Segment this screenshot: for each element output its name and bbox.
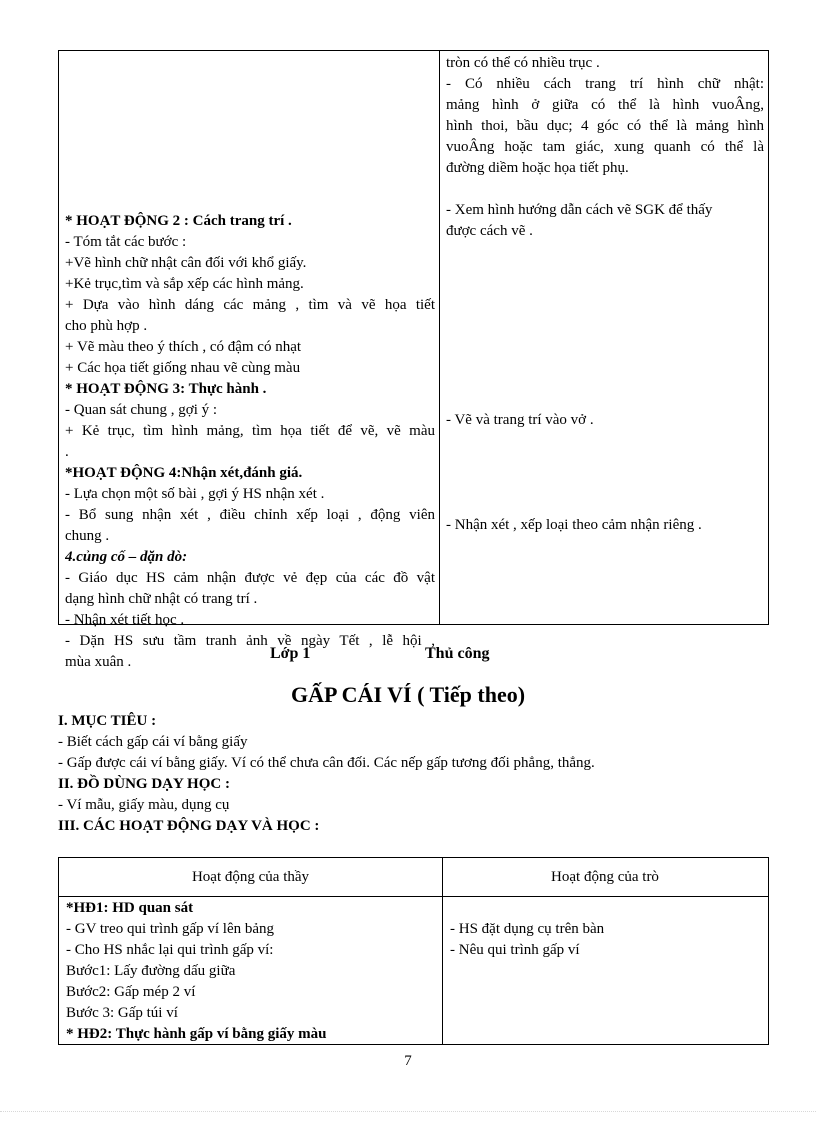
text-line: hình thoi, bầu dục; 4 góc có thể là mảng hình	[446, 118, 764, 134]
text-line: *HĐ1: HD quan sát	[66, 900, 194, 916]
text-line: - Tóm tắt các bước :	[65, 234, 187, 250]
text-line	[446, 368, 764, 389]
text-line: + Vẽ màu theo ý thích , có đậm có nhạt	[65, 339, 302, 355]
text-line	[446, 326, 764, 347]
text-line: mùa xuân .	[65, 654, 132, 670]
column-divider	[439, 51, 440, 624]
text-line: được cách vẽ .	[446, 223, 533, 239]
text-line	[446, 431, 764, 452]
text-line	[446, 347, 764, 368]
text-line: mảng hình ở giữa có thể là hình vuoÂng,	[446, 97, 764, 113]
student-column-header: Hoạt động của trò	[551, 869, 659, 885]
text-line: - Gấp được cái ví bằng giấy. Ví có thể chưa cân đối. Các nếp gấp tương đối phẳng, thẳng.	[58, 755, 595, 771]
text-line: - Giáo dục HS cảm nhận được vẻ đẹp của các đồ vật	[65, 570, 435, 586]
text-line	[446, 242, 764, 263]
text-line: đường diềm hoặc họa tiết phụ.	[446, 160, 629, 176]
text-line: I. MỤC TIÊU :	[58, 713, 157, 729]
text-line: - Dặn HS sưu tầm tranh ảnh về ngày Tết , lễ hội ,	[65, 633, 435, 649]
student-activities-column	[450, 919, 762, 961]
text-line: cho phù hợp .	[65, 318, 148, 334]
page-bottom-rule	[0, 1111, 816, 1112]
text-line: III. CÁC HOẠT ĐỘNG DẠY VÀ HỌC :	[58, 818, 320, 834]
text-line: *HOẠT ĐỘNG 4:Nhận xét,đánh giá.	[65, 465, 303, 481]
text-line: Bước2: Gấp mép 2 ví	[66, 984, 196, 1000]
text-line: II. ĐỒ DÙNG DẠY HỌC :	[58, 776, 230, 792]
text-line: - Vẽ và trang trí vào vở .	[446, 412, 594, 428]
student-activities-column	[446, 53, 764, 536]
text-line	[446, 389, 764, 410]
text-line	[446, 494, 764, 515]
lesson-sections	[58, 711, 769, 837]
page-number: 7	[404, 1053, 412, 1069]
text-line: - Lựa chọn một số bài , gợi ý HS nhận xét .	[65, 486, 325, 502]
teacher-column-header: Hoạt động của thầy	[191, 869, 310, 885]
text-line	[446, 263, 764, 284]
text-line: Bước 3: Gấp túi ví	[66, 1005, 178, 1021]
text-line: - Quan sát chung , gợi ý :	[65, 402, 218, 418]
text-line: + Dựa vào hình dáng các mảng , tìm và vẽ họa tiết	[65, 297, 435, 313]
text-line	[446, 452, 764, 473]
text-line: tròn có thể có nhiều trục .	[446, 55, 600, 71]
text-line: - GV treo qui trình gấp ví lên bảng	[66, 921, 275, 937]
text-line	[446, 473, 764, 494]
text-line	[446, 284, 764, 305]
text-line: - Nêu qui trình gấp ví	[450, 942, 580, 958]
subject-label: Thủ công	[425, 645, 490, 662]
activities-table	[58, 857, 769, 1045]
text-line: - Bổ sung nhận xét , điều chỉnh xếp loại , động viên	[65, 507, 435, 523]
teacher-activities-column	[66, 898, 438, 1045]
text-line: + Các họa tiết giống nhau vẽ cùng màu	[65, 360, 301, 376]
text-line: * HĐ2: Thực hành gấp ví bằng giấy màu	[66, 1026, 327, 1042]
text-line: - Biết cách gấp cái ví bằng giấy	[58, 734, 248, 750]
text-line: +Kẻ trục,tìm và sắp xếp các hình mảng.	[65, 276, 304, 292]
text-line: - Cho HS nhắc lại qui trình gấp ví:	[66, 942, 274, 958]
text-line: - Có nhiều cách trang trí hình chữ nhật:	[446, 76, 764, 92]
text-line: chung .	[65, 528, 110, 544]
text-line: - Ví mẫu, giấy màu, dụng cụ	[58, 797, 230, 813]
teacher-activities-column	[65, 211, 435, 673]
text-line: + Kẻ trục, tìm hình mảng, tìm họa tiết để vẽ, vẽ màu	[65, 423, 435, 439]
text-line: - Nhận xét , xếp loại theo cảm nhận riêng .	[446, 517, 702, 533]
text-line	[446, 179, 764, 200]
class-label: Lớp 1	[270, 645, 311, 662]
text-line: * HOẠT ĐỘNG 3: Thực hành .	[65, 381, 267, 397]
text-line: .	[65, 444, 69, 460]
header-divider	[59, 896, 768, 897]
text-line: dạng hình chữ nhật có trang trí .	[65, 591, 258, 607]
text-line: - Nhận xét tiết học .	[65, 612, 185, 628]
text-line: 4.củng cố – dặn dò:	[65, 549, 188, 565]
text-line	[446, 305, 764, 326]
text-line: vuoÂng hoặc tam giác, xung quanh có thể là	[446, 139, 764, 155]
text-line: - HS đặt dụng cụ trên bàn	[450, 921, 605, 937]
text-line: - Xem hình hướng dẫn cách vẽ SGK để thấy	[446, 202, 713, 218]
text-line: Bước1: Lấy đường dấu giữa	[66, 963, 236, 979]
text-line: * HOẠT ĐỘNG 2 : Cách trang trí .	[65, 213, 292, 229]
lesson-title: GẤP CÁI VÍ ( Tiếp theo)	[290, 682, 526, 707]
text-line: +Vẽ hình chữ nhật cân đối với khổ giấy.	[65, 255, 307, 271]
